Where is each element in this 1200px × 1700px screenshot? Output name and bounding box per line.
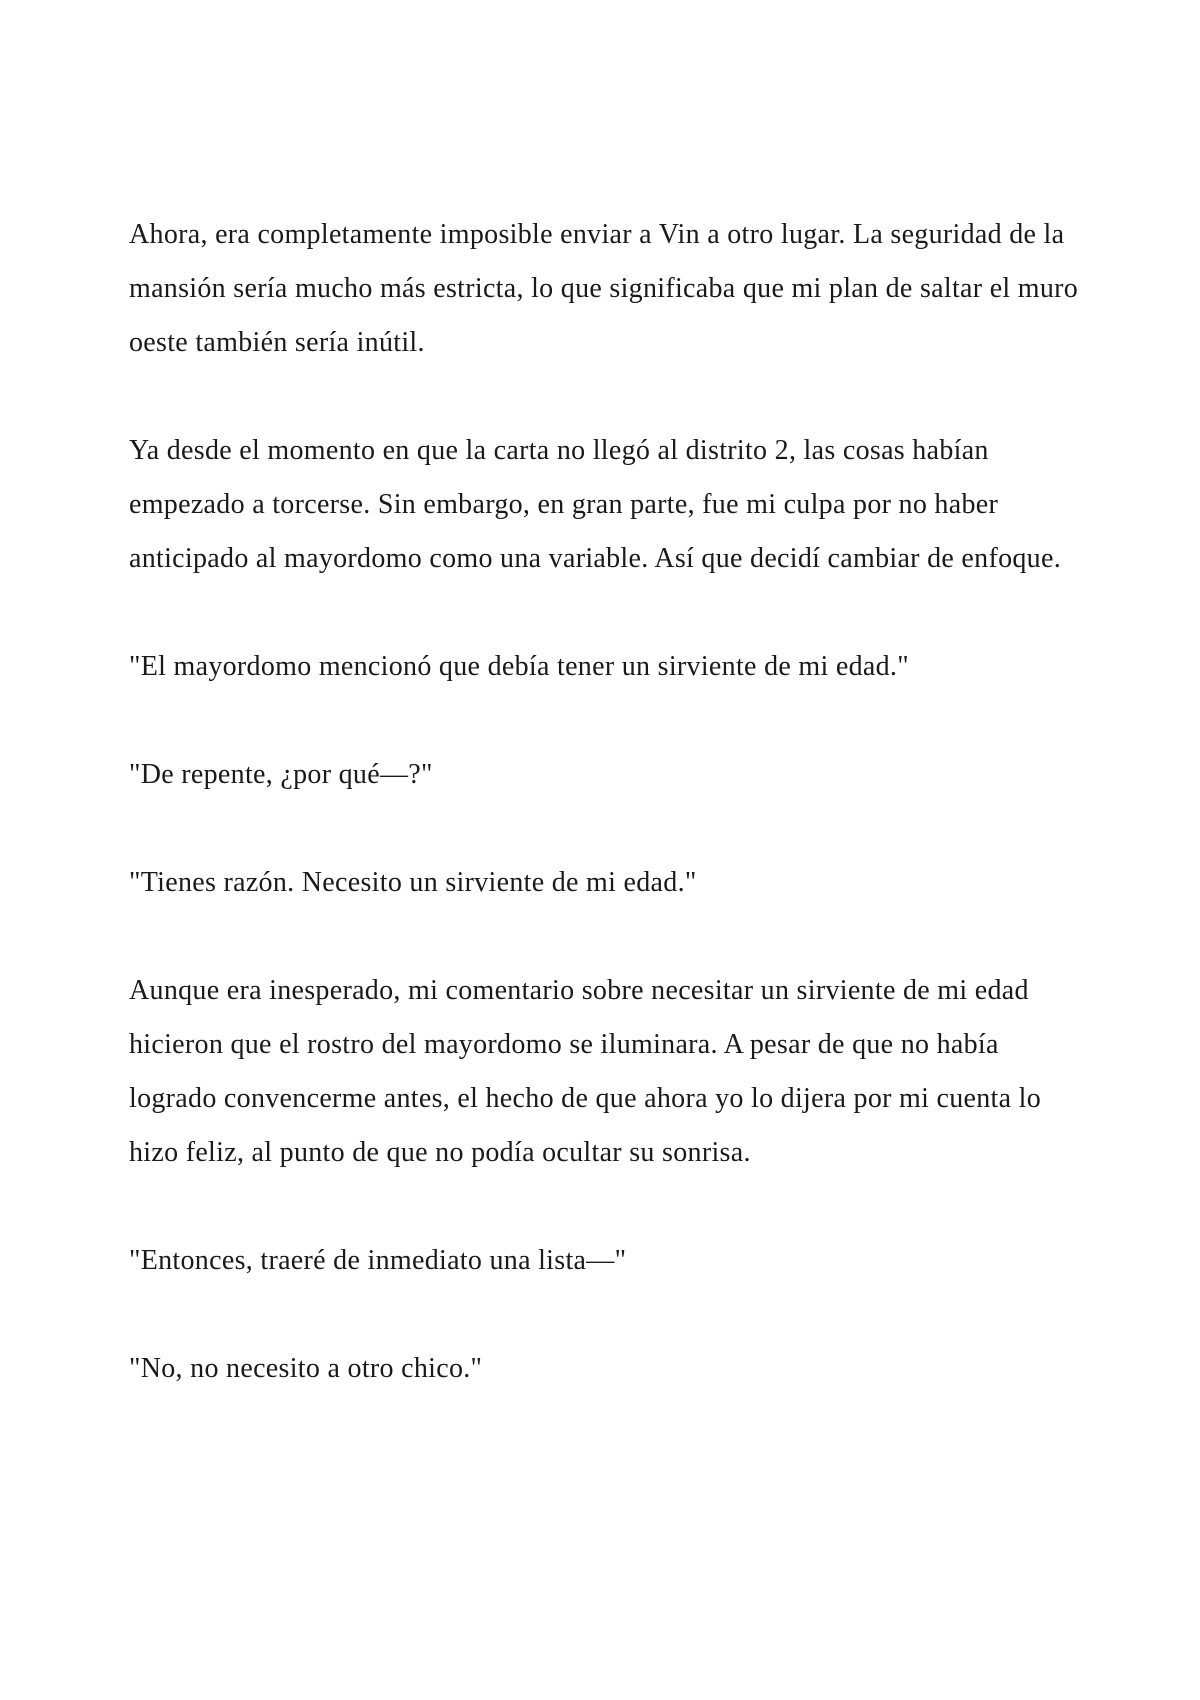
- dialogue-line: "El mayordomo mencionó que debía tener un sirviente de mi edad.": [129, 651, 909, 682]
- dialogue-line: "Entonces, traeré de inmediato una lista—": [129, 1245, 627, 1276]
- paragraph: Aunque era inesperado, mi comentario sobre necesitar un sirviente de mi edad hicieron que el rostro del mayordomo se iluminara. A pesar de que no había logrado convencerme antes, el hecho de que ahora yo lo dijera por mi cuenta lo hizo feliz, al punto de que no podía ocultar su sonrisa.: [129, 975, 1042, 1168]
- dialogue-line: "Tienes razón. Necesito un sirviente de mi edad.": [129, 867, 697, 898]
- document-body: [129, 208, 1089, 1450]
- paragraph: Ya desde el momento en que la carta no llegó al distrito 2, las cosas habían empezado a torcerse. Sin embargo, en gran parte, fue mi culpa por no haber anticipado al mayordomo como una variable. Así que decidí cambiar de enfoque.: [129, 435, 1062, 574]
- paragraph: Ahora, era completamente imposible enviar a Vin a otro lugar. La seguridad de la mansión sería mucho más estricta, lo que significaba que mi plan de saltar el muro oeste también sería inútil.: [129, 219, 1079, 358]
- dialogue-line: "No, no necesito a otro chico.": [129, 1353, 483, 1384]
- dialogue-line: "De repente, ¿por qué—?": [129, 759, 433, 790]
